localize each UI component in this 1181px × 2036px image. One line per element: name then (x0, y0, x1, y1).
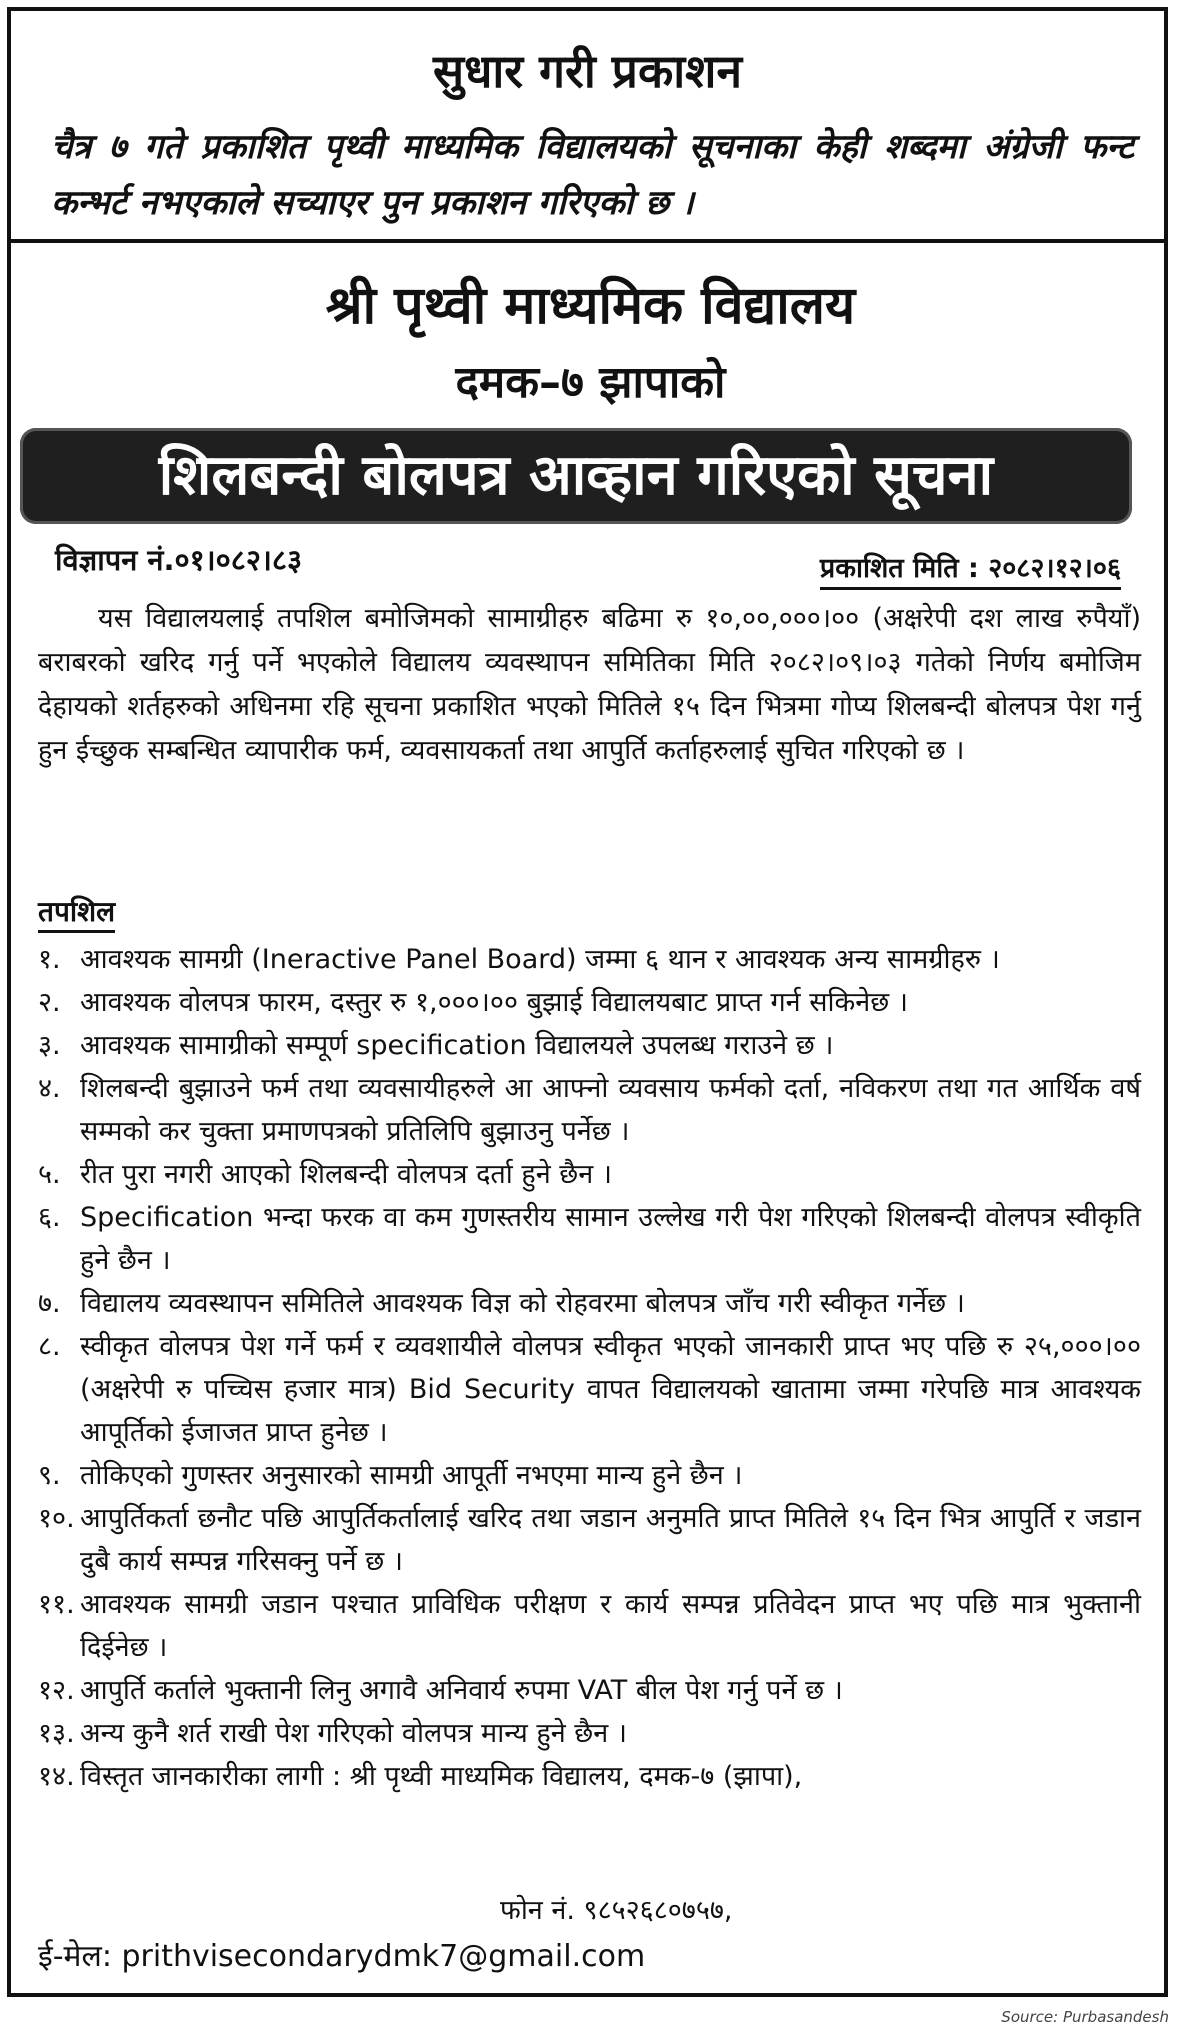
list-item (38, 1282, 1141, 1325)
item-number: ६. (38, 1202, 61, 1233)
item-text: Specification भन्दा फरक वा कम गुणस्तरीय सामान उल्लेख गरी पेश गरिएको शिलबन्दी वोलपत्र स्वीकृति हुने छैन । (80, 1202, 1141, 1276)
list-item (38, 1669, 1141, 1712)
item-number: ५. (38, 1159, 61, 1190)
details-heading: तपशिल (38, 892, 115, 933)
list-item (38, 1583, 1141, 1669)
item-text: शिलबन्दी बुझाउने फर्म तथा व्यवसायीहरुले आ आफ्नो व्यवसाय फर्मको दर्ता, नविकरण तथा गत आर्थिक वर्ष सम्मको कर चुक्ता प्रमाणपत्रको प्रतिलिपि बुझाउनु पर्नेछ । (80, 1073, 1141, 1147)
item-number: ८. (38, 1331, 61, 1362)
item-number: ४. (38, 1073, 61, 1104)
correction-title: सुधार गरी प्रकाशन (433, 44, 742, 98)
contact-phone: फोन नं. ९८५२६८०७५७, (500, 1895, 733, 1926)
item-text: रीत पुरा नगरी आएको शिलबन्दी वोलपत्र दर्ता हुने छैन । (80, 1159, 613, 1190)
item-number: १४. (38, 1761, 75, 1792)
item-text: स्वीकृत वोलपत्र पेश गर्ने फर्म र व्यवशायीले वोलपत्र स्वीकृत भएको जानकारी प्राप्त भए पछि रु २५,०००।०० (अक्षरेपी रु पच्चिस हजार मात्र) Bid Security वापत विद्यालयको खातामा जम्मा गरेपछि मात्र आवश्यक आपूर्तिको ईजाजत प्राप्त हुनेछ । (80, 1331, 1141, 1448)
item-text: आवश्यक वोलपत्र फारम, दस्तुर रु १,०००।०० बुझाई विद्यालयबाट प्राप्त गर्न सकिनेछ । (80, 987, 908, 1018)
item-number: ७. (38, 1288, 61, 1319)
item-text: विस्तृत जानकारीका लागी : श्री पृथ्वी माध्यमिक विद्यालय, दमक-७ (झापा), (80, 1761, 803, 1792)
terms-list (38, 938, 1141, 1798)
item-number: १२. (38, 1675, 75, 1706)
body-paragraph: यस विद्यालयलाई तपशिल बमोजिमको सामाग्रीहरु बढिमा रु १०,००,०००।०० (अक्षरेपी दश लाख रुपैयाँ) बराबरको खरिद गर्नु पर्ने भएकोले विद्यालय व्यवस्थापन समितिका मिति २०८२।०९।०३ गतेको निर्णय बमोजिम देहायको शर्तहरुको अधिनमा रहि सूचना प्रकाशित भएको मितिले १५ दिन भित्रमा गोप्य शिलबन्दी बोलपत्र पेश गर्नु हुन ईच्छुक सम्बन्धित व्यापारीक फर्म, व्यवसायकर्ता तथा आपुर्ति कर्ताहरुलाई सुचित गरिएको छ । (38, 603, 1141, 766)
item-text: तोकिएको गुणस्तर अनुसारको सामग्री आपूर्ती नभएमा मान्य हुने छैन । (80, 1460, 743, 1491)
item-text: आपुर्ति कर्ताले भुक्तानी लिनु अगावै अनिवार्य रुपमा VAT बील पेश गर्नु पर्ने छ । (80, 1675, 843, 1706)
source-credit: Source: Purbasandesh (1001, 2008, 1169, 2026)
school-name: श्री पृथ्वी माध्यमिक विद्यालय (325, 276, 856, 336)
item-text: आवश्यक सामग्री जडान पश्चात प्राविधिक परीक्षण र कार्य सम्पन्न प्रतिवेदन प्राप्त भए पछि मात्र भुक्तानी दिईनेछ । (80, 1589, 1141, 1663)
item-text: आवश्यक सामाग्रीको सम्पूर्ण specification विद्यालयले उपलब्ध गराउने छ । (80, 1030, 834, 1061)
school-address: दमक–७ झापाको (455, 357, 726, 408)
item-number: ११. (38, 1589, 75, 1620)
ad-number: विज्ञापन नं.०१।०८२।८३ (55, 543, 303, 577)
item-number: १०. (38, 1503, 75, 1534)
contact-email: ई-मेल: prithvisecondarydmk7@gmail.com (38, 1939, 646, 1974)
list-item (38, 1454, 1141, 1497)
item-number: १. (38, 944, 61, 975)
item-number: ९. (38, 1460, 61, 1491)
item-number: १३. (38, 1718, 75, 1749)
list-item (38, 1497, 1141, 1583)
list-item (38, 1067, 1141, 1153)
item-text: अन्य कुनै शर्त राखी पेश गरिएको वोलपत्र मान्य हुने छैन । (80, 1718, 628, 1749)
item-text: आपुर्तिकर्ता छनौट पछि आपुर्तिकर्तालाई खरिद तथा जडान अनुमति प्राप्त मितिले १५ दिन भित्र आपुर्ति र जडान दुबै कार्य सम्पन्न गरिसक्नु पर्ने छ । (80, 1503, 1141, 1577)
list-item (38, 938, 1141, 981)
item-text: विद्यालय व्यवस्थापन समितिले आवश्यक विज्ञ को रोहवरमा बोलपत्र जाँच गरी स्वीकृत गर्नेछ । (80, 1288, 965, 1319)
correction-text: चैत्र ७ गते प्रकाशित पृथ्वी माध्यमिक विद्यालयको सूचनाका केही शब्दमा अंग्रेजी फन्ट कन्भर्ट नभएकाले सच्याएर पुन प्रकाशन गरिएको छ । (51, 127, 1134, 223)
publish-date: प्रकाशित मिति : २०८२।१२।०६ (820, 548, 1121, 590)
list-item (38, 1712, 1141, 1755)
list-item (38, 1325, 1141, 1454)
item-number: २. (38, 987, 61, 1018)
item-number: ३. (38, 1030, 61, 1061)
correction-box (11, 11, 1164, 243)
list-item (38, 1755, 1141, 1798)
item-text: आवश्यक सामग्री (Ineractive Panel Board) जम्मा ६ थान र आवश्यक अन्य सामग्रीहरु । (80, 944, 1000, 975)
list-item (38, 1024, 1141, 1067)
list-item (38, 981, 1141, 1024)
notice-title-banner: शिलबन्दी बोलपत्र आव्हान गरिएको सूचना (20, 428, 1132, 524)
list-item (38, 1153, 1141, 1196)
list-item (38, 1196, 1141, 1282)
